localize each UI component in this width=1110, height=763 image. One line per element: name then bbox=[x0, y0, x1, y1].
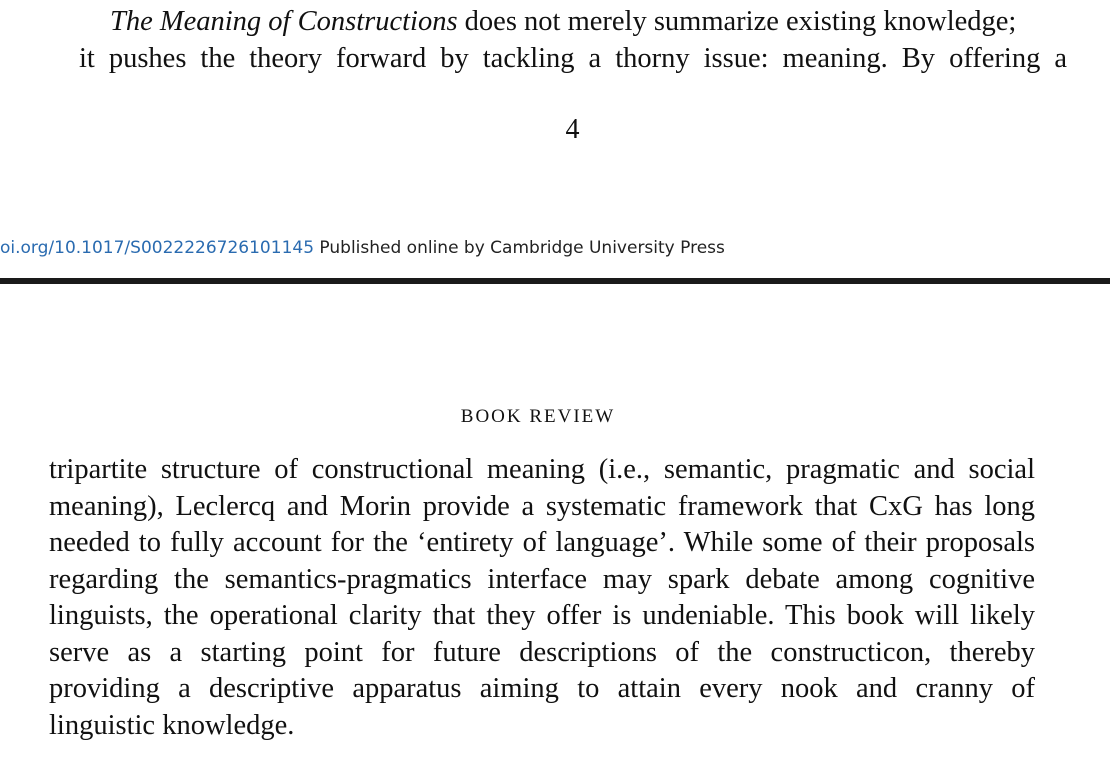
paragraph-line: needed to fully account for the ‘entirety of language’. While some of their proposals bbox=[49, 527, 1035, 558]
paragraph-line bbox=[79, 3, 1067, 40]
paragraph-line: regarding the semantics-pragmatics interface may spark debate among cognitive bbox=[49, 563, 1035, 595]
doi-footer bbox=[0, 237, 725, 259]
publisher-text: Published online by Cambridge University Press bbox=[314, 238, 725, 258]
paragraph-line: linguistic knowledge. bbox=[49, 709, 295, 741]
paragraph-line: tripartite structure of constructional meaning (i.e., semantic, pragmatic and social bbox=[49, 454, 1035, 485]
next-page-fragment bbox=[0, 284, 1110, 763]
paragraph-line: it pushes the theory forward by tackling a thorny issue: meaning. By offering a bbox=[79, 43, 1067, 74]
book-title-italic: The Meaning of Constructions bbox=[110, 6, 458, 37]
running-head: BOOK REVIEW bbox=[460, 406, 616, 427]
previous-page-fragment bbox=[0, 0, 1110, 283]
paragraph-text: does not merely summarize existing knowledge; bbox=[457, 6, 1017, 37]
body-paragraph-top bbox=[79, 3, 1067, 77]
paragraph-line: meaning), Leclercq and Morin provide a systematic framework that CxG has long bbox=[49, 490, 1035, 522]
paragraph-line: serve as a starting point for future descriptions of the constructicon, thereby bbox=[49, 636, 1035, 668]
doi-link[interactable]: oi.org/10.1017/S0022226726101145 bbox=[0, 238, 315, 258]
paragraph-line: linguists, the operational clarity that they offer is undeniable. This book will likely bbox=[49, 600, 1035, 631]
body-paragraph-bottom bbox=[49, 452, 1035, 744]
page-number: 4 bbox=[565, 114, 580, 145]
paragraph-line: providing a descriptive apparatus aiming to attain every nook and cranny of bbox=[49, 673, 1035, 704]
